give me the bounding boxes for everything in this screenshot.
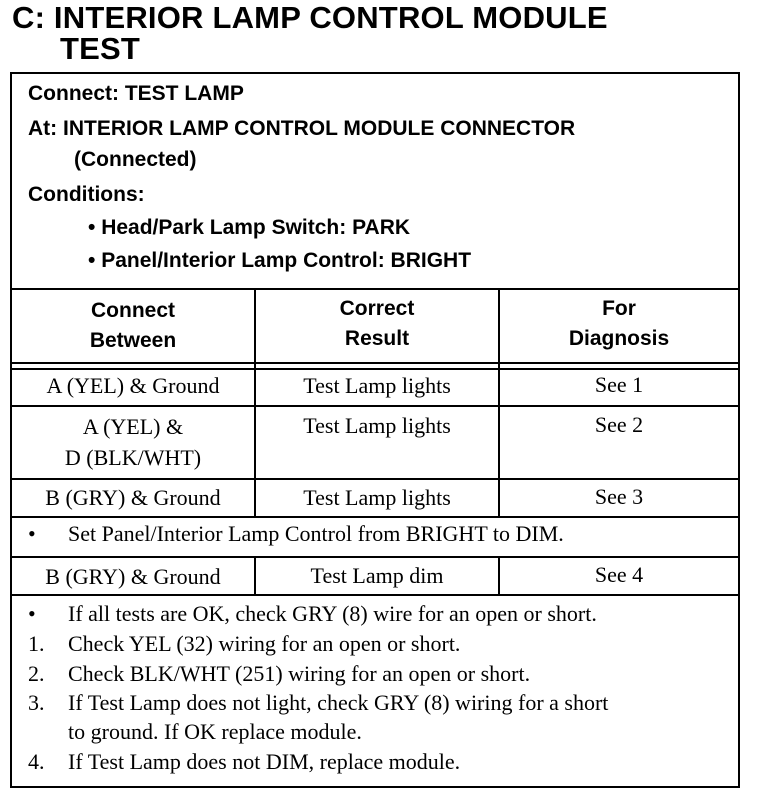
cell-between: A (YEL) & Ground — [46, 373, 220, 398]
test-chart-box — [10, 72, 740, 788]
header-line: Diagnosis — [568, 327, 670, 350]
column-divider — [254, 558, 256, 594]
divider — [12, 478, 738, 480]
note-marker: 4. — [28, 749, 45, 774]
divider — [12, 556, 738, 558]
connect-line: Connect: TEST LAMP — [28, 82, 244, 105]
title-line-1: C: INTERIOR LAMP CONTROL MODULE — [12, 0, 608, 35]
instruction-text: Set Panel/Interior Lamp Control from BRIGHT to DIM. — [68, 521, 564, 546]
header-line: Between — [89, 329, 177, 352]
header-for-diagnosis — [500, 294, 738, 354]
header-line: Result — [344, 327, 410, 350]
cell-result: Test Lamp lights — [303, 485, 451, 510]
divider — [12, 288, 738, 290]
header-line: Connect — [91, 299, 175, 322]
title-line-2: TEST — [60, 31, 141, 66]
note-text: If all tests are OK, check GRY (8) wire for an open or short. — [68, 601, 597, 626]
header-line: For — [602, 297, 636, 320]
cell-diagnosis: See 3 — [594, 484, 644, 509]
instruction-bullet: • — [28, 521, 36, 546]
note-text: If Test Lamp does not light, check GRY (8) wiring for a short — [68, 690, 609, 715]
note-marker: 2. — [28, 661, 45, 686]
note-marker: 1. — [28, 631, 45, 656]
column-divider — [498, 480, 500, 516]
condition-text: Panel/Interior Lamp Control: BRIGHT — [101, 249, 472, 272]
cell-diagnosis: See 1 — [594, 372, 644, 397]
column-divider — [498, 290, 500, 478]
condition-item: • Panel/Interior Lamp Control: BRIGHT — [88, 249, 472, 272]
column-divider — [498, 558, 500, 594]
note-text: If Test Lamp does not DIM, replace module. — [68, 749, 461, 774]
cell-between — [12, 411, 254, 473]
cell-result: Test Lamp lights — [303, 373, 451, 398]
cell-between: B (GRY) & Ground — [45, 485, 221, 510]
header-connect-between — [12, 296, 254, 356]
divider — [12, 405, 738, 407]
at-note: (Connected) — [74, 148, 197, 171]
divider — [12, 594, 738, 596]
column-divider — [254, 480, 256, 516]
cell-diagnosis: See 4 — [594, 562, 644, 587]
cell-result: Test Lamp dim — [310, 563, 444, 588]
cell-line: A (YEL) & — [82, 414, 184, 439]
conditions-label: Conditions: — [28, 183, 145, 206]
cell-diagnosis: See 2 — [594, 412, 644, 437]
column-divider — [254, 290, 256, 478]
header-line: Correct — [339, 297, 415, 320]
note-text: Check BLK/WHT (251) wiring for an open or short. — [68, 661, 531, 686]
note-text: Check YEL (32) wiring for an open or short. — [68, 631, 461, 656]
condition-item: • Head/Park Lamp Switch: PARK — [88, 216, 411, 239]
note-marker: • — [28, 601, 36, 626]
note-text-continued: to ground. If OK replace module. — [68, 719, 362, 744]
at-line: At: INTERIOR LAMP CONTROL MODULE CONNECTOR — [28, 117, 576, 140]
page-title — [12, 2, 608, 64]
header-correct-result — [256, 294, 498, 354]
condition-text: Head/Park Lamp Switch: PARK — [101, 216, 411, 239]
cell-line: D (BLK/WHT) — [64, 445, 202, 470]
cell-result: Test Lamp lights — [303, 413, 451, 438]
divider — [12, 362, 738, 364]
divider — [12, 516, 738, 518]
note-marker: 3. — [28, 690, 45, 715]
cell-between: B (GRY) & Ground — [45, 564, 221, 589]
